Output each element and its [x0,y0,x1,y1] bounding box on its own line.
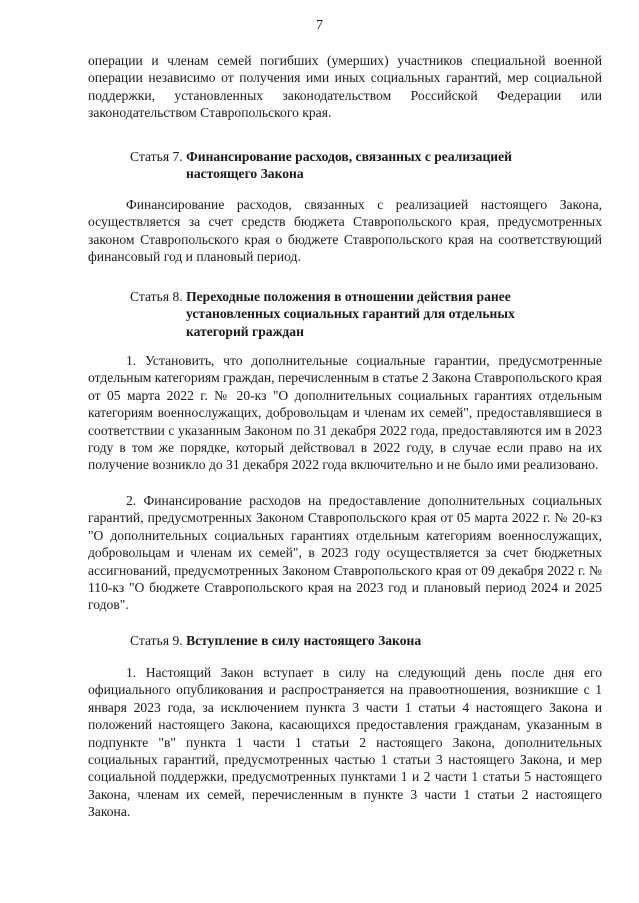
intro-paragraph: операции и членам семей погибших (умерших) участников специальной военной операции независимо от получения ими иных социальных гарантий, мер социальной поддержки, установленных законодательством Российской Федерации или законодательством Ставропольского края. [88,53,602,121]
article-8-number: Статья 8. [130,289,183,304]
article-7-heading [130,148,590,183]
article-8-title-line1: Переходные положения в отношении действия ранее [186,289,511,304]
article-9-heading [130,632,590,649]
article-8-paragraph-2: 2. Финансирование расходов на предоставление дополнительных социальных гарантий, предусмотренных Законом Ставропольского края от 05 марта 2022 г. № 20-кз "О дополнительных социальных гарантиях отдельным категориям военнослужащих, добровольцам и членам их семей", в 2023 году осуществляется за счет бюджетных ассигнований, предусмотренных Законом Ставропольского края от 09 декабря 2022 г. № 110-кз "О бюджете Ставропольского края на 2023 год и плановый период 2024 и 2025 годов". [88,493,602,613]
article-7-title-line1: Финансирование расходов, связанных с реализацией [186,149,513,164]
article-8-heading [130,288,590,340]
article-8-paragraph-1: 1. Установить, что дополнительные социальные гарантии, предусмотренные отдельным категориям граждан, перечисленным в статье 2 Закона Ставропольского края от 05 марта 2022 г. № 20-кз "О дополнительных социальных гарантиях отдельным категориям военнослужащих, добровольцам и членам их семей", предоставлявшиеся в соответствии с указанным Законом по 31 декабря 2022 года, предоставляются им в 2023 году в том же порядке, который действовал в 2022 году, в случае если право на их получение возникло до 31 декабря 2022 года включительно и не было ими реализовано. [88,353,602,473]
article-9-paragraph-1: 1. Настоящий Закон вступает в силу на следующий день после дня его официального опубликования и распространяется на правоотношения, возникшие с 1 января 2023 года, за исключением пункта 3 части 1 статьи 4 настоящего Закона и положений настоящего Закона, касающихся предоставления гражданам, указанным в подпункте "в" пункта 1 части 1 статьи 2 настоящего Закона, дополнительных социальных гарантий, предусмотренных частью 1 статьи 3 настоящего Закона, и мер социальной поддержки, предусмотренных пунктами 1 и 2 части 1 статьи 5 настоящего Закона, членам их семей, перечисленным в пункте 3 части 1 статьи 2 настоящего Закона. [88,665,602,820]
page-number: 7 [316,18,323,33]
article-8-title-line3: категорий граждан [186,323,304,339]
article-7-title-line2: настоящего Закона [186,166,304,182]
article-7-paragraph: Финансирование расходов, связанных с реализацией настоящего Закона, осуществляется за счет средств бюджета Ставропольского края, предусмотренных законом Ставропольского края о бюджете Ставропольского края на соответствующий финансовый год и плановый период. [88,197,602,265]
article-9-title-line1: Вступление в силу настоящего Закона [186,633,422,648]
article-9-number: Статья 9. [130,633,183,648]
article-7-number: Статья 7. [130,149,183,164]
article-8-title-line2: установленных социальных гарантий для отдельных [186,306,515,322]
